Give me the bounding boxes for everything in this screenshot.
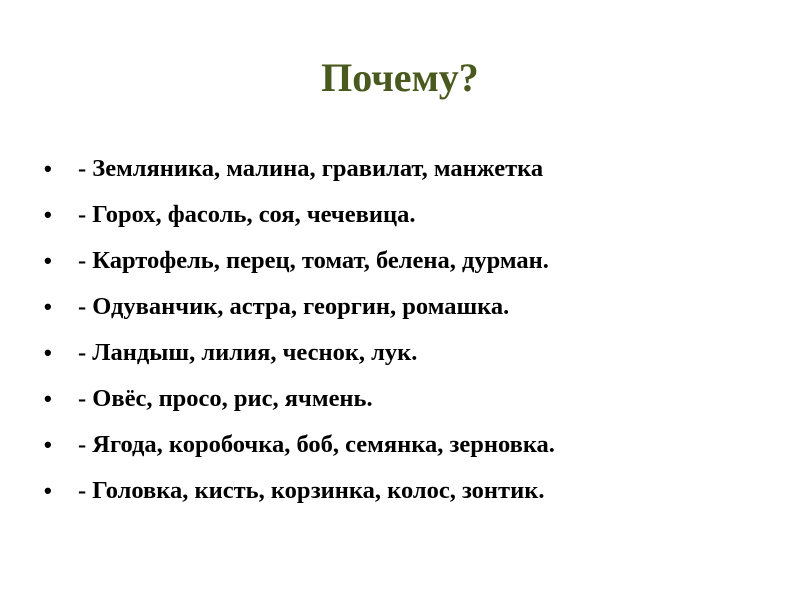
bullet-icon: • <box>44 156 52 181</box>
bullet-icon: • <box>44 340 52 365</box>
list-item-text: - Картофель, перец, томат, белена, дурман. <box>78 247 549 274</box>
list-item-text: - Одуванчик, астра, георгин, ромашка. <box>78 293 510 320</box>
bullet-icon: • <box>44 432 52 457</box>
list-item <box>40 422 780 468</box>
list-item <box>40 146 780 192</box>
list-item-text: - Горох, фасоль, соя, чечевица. <box>78 201 416 228</box>
slide-title: Почему? <box>321 55 479 100</box>
bullet-icon: • <box>44 386 52 411</box>
list-item-text: - Земляника, малина, гравилат, манжетка <box>78 155 544 182</box>
list-item-text: - Головка, кисть, корзинка, колос, зонтик. <box>78 477 545 504</box>
list-item <box>40 468 780 514</box>
list-item-text: - Овёс, просо, рис, ячмень. <box>78 385 373 412</box>
bullet-icon: • <box>44 202 52 227</box>
bullet-list <box>40 146 780 514</box>
list-item <box>40 376 780 422</box>
bullet-icon: • <box>44 478 52 503</box>
list-item <box>40 192 780 238</box>
list-item-text: - Ландыш, лилия, чеснок, лук. <box>78 339 418 366</box>
list-item <box>40 330 780 376</box>
list-item-text: - Ягода, коробочка, боб, семянка, зерновка. <box>78 431 555 458</box>
bullet-icon: • <box>44 248 52 273</box>
list-item <box>40 284 780 330</box>
bullet-icon: • <box>44 294 52 319</box>
list-item <box>40 238 780 284</box>
